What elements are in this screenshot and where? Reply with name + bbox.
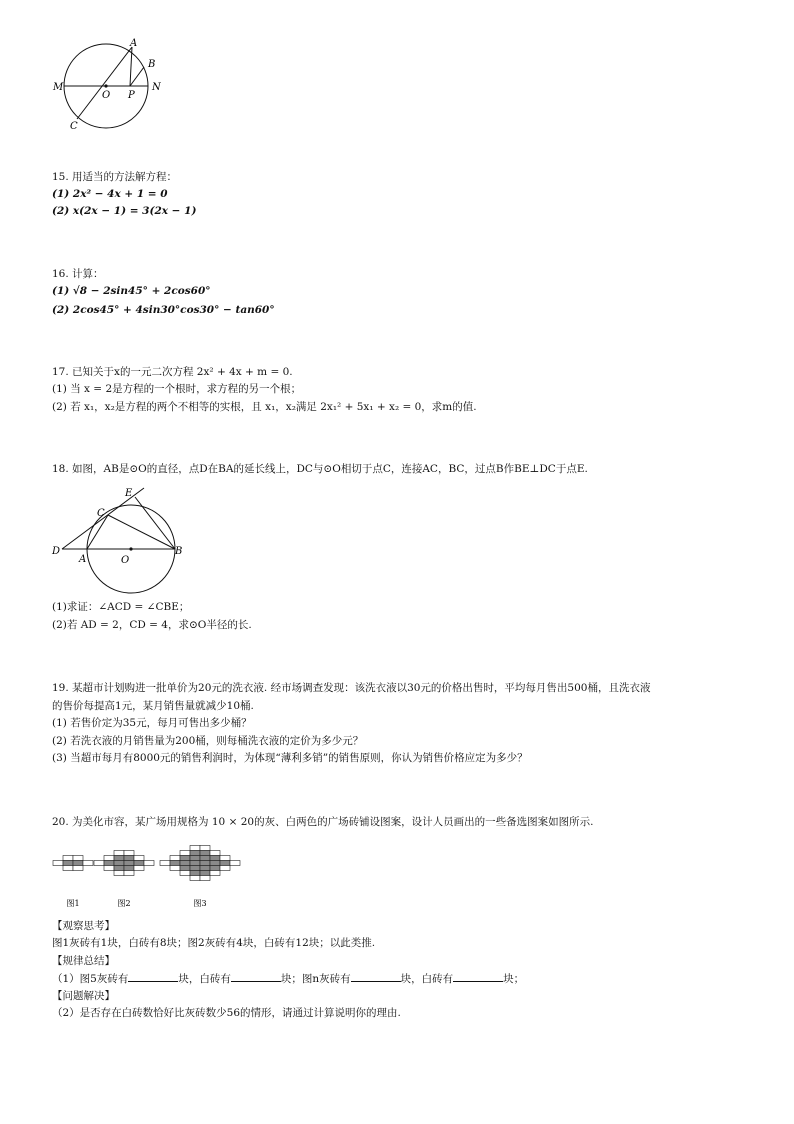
line-bc: [108, 515, 175, 549]
tile-pattern-figures: [48, 838, 248, 910]
brick: [124, 871, 134, 876]
brick: [200, 851, 210, 856]
brick: [114, 866, 124, 871]
brick: [210, 866, 220, 871]
brick: [180, 861, 190, 866]
q17-stem: 17. 已知关于x的一元二次方程 2x² + 4x + m = 0.: [52, 366, 293, 378]
brick: [104, 856, 114, 861]
figure-caption: 图2: [117, 899, 131, 908]
label-o: O: [121, 555, 130, 566]
q16-stem: 16. 计算：: [52, 268, 104, 280]
brick: [94, 861, 104, 866]
center-dot: [129, 547, 132, 550]
brick: [210, 871, 220, 876]
brick: [190, 876, 200, 881]
q19-part2: (2) 若洗衣液的月销售量为200桶，则每桶洗衣液的定价为多少元？: [52, 735, 364, 747]
rule-part-d: 块，白砖有: [400, 973, 454, 985]
q15-stem: 15. 用适当的方法解方程：: [52, 171, 178, 183]
brick: [190, 846, 200, 851]
brick: [190, 866, 200, 871]
brick: [210, 861, 220, 866]
brick: [190, 871, 200, 876]
q19-stem-line2: 的售价每提高1元，某月销售量就减少10桶.: [52, 700, 254, 712]
brick: [200, 871, 210, 876]
brick: [200, 866, 210, 871]
brick: [124, 866, 134, 871]
q16-part2: (2) 2cos45° + 4sin30°cos30° − tan60°: [52, 304, 275, 316]
brick: [73, 856, 83, 861]
brick: [114, 856, 124, 861]
line-ca: [77, 47, 132, 119]
brick: [200, 846, 210, 851]
label-c: C: [70, 121, 78, 132]
tangent-circle-figure: [48, 482, 208, 597]
brick: [220, 861, 230, 866]
brick: [114, 861, 124, 866]
brick: [144, 861, 154, 866]
brick: [210, 851, 220, 856]
brick: [190, 861, 200, 866]
brick: [180, 866, 190, 871]
brick: [114, 851, 124, 856]
answer-blank-3[interactable]: [351, 971, 401, 982]
brick: [170, 856, 180, 861]
q18-stem: 18. 如图，AB是⊙O的直径，点D在BA的延长线上，DC与⊙O相切于点C，连接AC，BC，过点B作BE⊥DC于点E.: [52, 463, 588, 475]
answer-blank-2[interactable]: [231, 971, 281, 982]
brick: [200, 856, 210, 861]
rule-part-e: 块；: [503, 973, 525, 985]
answer-blank-1[interactable]: [128, 971, 178, 982]
label-d: D: [52, 546, 61, 557]
brick: [134, 861, 144, 866]
q19-part1: (1) 若售价定为35元，每月可售出多少桶？: [52, 717, 252, 729]
label-n: N: [152, 82, 161, 93]
rule-part-b: 块，白砖有: [178, 973, 231, 985]
brick: [210, 856, 220, 861]
label-b: B: [148, 59, 156, 70]
brick: [180, 856, 190, 861]
q20-solve-text: （2）是否存在白砖数恰好比灰砖数少56的情形，请通过计算说明你的理由.: [52, 1007, 401, 1019]
brick: [180, 851, 190, 856]
q19-stem-line1: 19. 某超市计划购进一批单价为20元的洗衣液. 经市场调查发现：该洗衣液以30元的价格出售时，平均每月售出500桶，且洗衣液: [52, 682, 651, 694]
brick: [170, 866, 180, 871]
brick: [200, 861, 210, 866]
q18-part1: (1)求证：∠ACD = ∠CBE；: [52, 601, 190, 613]
q20-solve-heading: 【问题解决】: [52, 990, 115, 1002]
label-a: A: [130, 38, 138, 49]
center-dot: [104, 84, 107, 87]
brick: [190, 856, 200, 861]
q20-rule-text: [52, 971, 524, 986]
brick: [104, 866, 114, 871]
brick: [124, 851, 134, 856]
brick: [180, 871, 190, 876]
brick: [104, 861, 114, 866]
label-m: M: [53, 82, 64, 93]
label-b: B: [175, 546, 183, 557]
rule-part-c: 块；图n灰砖有: [280, 973, 351, 985]
brick: [134, 856, 144, 861]
brick: [170, 861, 180, 866]
rule-part-a: （1）图5灰砖有: [52, 973, 129, 985]
brick: [124, 856, 134, 861]
brick: [83, 861, 93, 866]
brick: [114, 871, 124, 876]
line-pb: [130, 67, 144, 86]
q15-part2: (2) x(2x − 1) = 3(2x − 1): [52, 205, 197, 217]
figure-caption: 图3: [193, 899, 207, 908]
brick: [73, 866, 83, 871]
label-c: C: [97, 508, 105, 519]
q18-part2: (2)若 AD = 2，CD = 4，求⊙O半径的长.: [52, 619, 252, 631]
label-e: E: [125, 488, 133, 499]
brick: [220, 856, 230, 861]
label-a: A: [79, 554, 87, 565]
answer-blank-4[interactable]: [453, 971, 503, 982]
q20-observe-text: 图1灰砖有1块，白砖有8块；图2灰砖有4块，白砖有12块；以此类推.: [52, 937, 376, 949]
q19-part3: (3) 当超市每月有8000元的销售利润时，为体现“薄利多销”的销售原则，你认为销售价格应定为多少？: [52, 752, 528, 764]
brick: [63, 866, 73, 871]
brick: [200, 876, 210, 881]
q20-stem: 20. 为美化市容，某广场用规格为 10 × 20的灰、白两色的广场砖铺设图案，设计人员画出的一些备选图案如图所示.: [52, 816, 594, 828]
line-be: [135, 497, 175, 549]
q20-observe-heading: 【观察思考】: [52, 920, 115, 932]
label-o: O: [102, 90, 111, 101]
brick: [190, 851, 200, 856]
brick: [73, 861, 83, 866]
brick: [53, 861, 63, 866]
brick: [63, 856, 73, 861]
q16-part1: (1) √8 − 2sin45° + 2cos60°: [52, 285, 211, 297]
figure-caption: 图1: [66, 899, 80, 908]
circle-figure-top: [50, 36, 180, 136]
brick: [63, 861, 73, 866]
brick: [230, 861, 240, 866]
q17-part1: (1) 当 x = 2是方程的一个根时，求方程的另一个根；: [52, 383, 302, 395]
brick: [220, 866, 230, 871]
brick: [134, 866, 144, 871]
q20-rule-heading: 【规律总结】: [52, 955, 115, 967]
q17-part2: (2) 若 x₁，x₂是方程的两个不相等的实根，且 x₁，x₂满足 2x₁² + 5x₁ + x₂ = 0，求m的值.: [52, 401, 477, 413]
label-p: P: [128, 90, 135, 101]
brick: [160, 861, 170, 866]
brick: [124, 861, 134, 866]
q15-part1: (1) 2x² − 4x + 1 = 0: [52, 188, 168, 200]
